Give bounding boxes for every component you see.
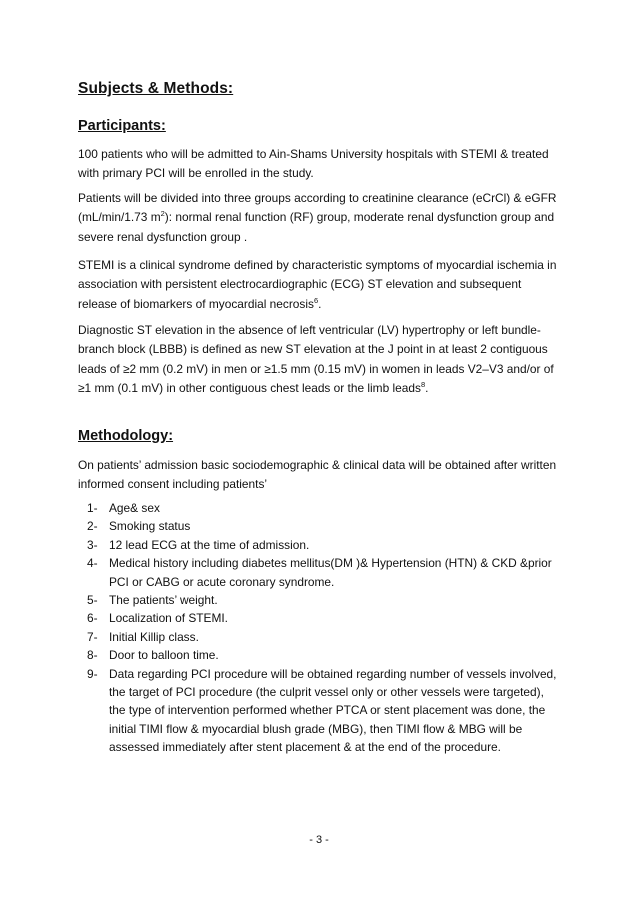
list-item — [78, 517, 563, 535]
list-item — [78, 554, 563, 591]
list-item-number: 1- — [87, 501, 98, 515]
list-item-number: 7- — [87, 629, 98, 644]
page-number: - 3 - — [309, 834, 329, 846]
list-item — [78, 536, 563, 554]
list-item — [78, 499, 563, 517]
list-item-text: Smoking status — [109, 519, 191, 534]
list-item-text: Door to balloon time. — [109, 648, 219, 663]
participants-paragraph-2: Patients will be divided into three groups according to creatinine clearance (eCrCl) & eGFR (mL/min/1.73 $m^2$): normal renal function (RF) group, moderate renal dysfunction group and severe renal dysfunction group . — [78, 191, 557, 244]
list-item-text: The patients’ weight. — [109, 593, 218, 608]
list-item-text: 12 lead ECG at the time of admission. — [109, 537, 310, 552]
methodology-list — [78, 499, 563, 757]
list-item-text: Medical history including diabetes mellitus(DM )& Hypertension (HTN) & CKD &prior PCI or CABG or acute coronary syndrome. — [109, 556, 552, 589]
list-item-number: 5- — [87, 593, 98, 608]
list-item — [78, 665, 563, 757]
list-item-text: Initial Killip class. — [109, 629, 199, 644]
citation-superscript: 6 — [313, 295, 319, 305]
list-item-text: Localization of STEMI. — [109, 611, 228, 626]
list-item-number: 2- — [87, 519, 98, 534]
list-item — [78, 591, 563, 609]
list-item — [78, 628, 563, 646]
list-item-number: 6- — [87, 611, 98, 626]
citation-superscript: 8 — [420, 380, 426, 390]
list-item-number: 9- — [87, 666, 98, 681]
list-item-text: Age& sex — [109, 501, 160, 515]
superscript: 2 — [160, 209, 165, 219]
participants-paragraph-4: Diagnostic ST elevation in the absence of left ventricular (LV) hypertrophy or left bundle-branch block (LBBB) is defined as new ST elevation at the J point in at least 2 contiguous leads of ≥2 mm (0.2 mV) in men or ≥1.5 mm (0.15 mV) in women in leads V2–V3 and/or of ≥1 mm (0.1 mV) in other contiguous chest leads or the limb leads$^8$. — [78, 323, 554, 396]
list-item — [78, 646, 563, 664]
methodology-heading: Methodology: — [78, 428, 174, 444]
participants-heading: Participants: — [78, 118, 166, 134]
participants-paragraph-1: 100 patients who will be admitted to Ain-Shams University hospitals with STEMI & treated with primary PCI will be enrolled in the study. — [78, 147, 549, 181]
section-title: Subjects & Methods: — [78, 80, 234, 97]
list-item-number: 4- — [87, 556, 98, 571]
list-item — [78, 609, 563, 627]
list-item-text: Data regarding PCI procedure will be obtained regarding number of vessels involved, the target of PCI procedure (the culprit vessel only or other vessels were targeted), the type of intervention performed whether PTCA or stent placement was done, the initial TIMI flow & myocardial blush grade (MBG), then TIMI flow & MBG will be assessed immediately after stent placement & at the end of the procedure. — [109, 666, 557, 755]
list-item-number: 3- — [87, 537, 98, 552]
methodology-intro: On patients’ admission basic sociodemographic & clinical data will be obtained after written informed consent including patients’ — [78, 458, 557, 492]
participants-paragraph-3: STEMI is a clinical syndrome defined by characteristic symptoms of myocardial ischemia in association with persistent electrocardiographic (ECG) ST elevation and subsequent release of biomarkers of myocardial necrosis$^6$. — [78, 258, 557, 311]
list-item-number: 8- — [87, 648, 98, 663]
